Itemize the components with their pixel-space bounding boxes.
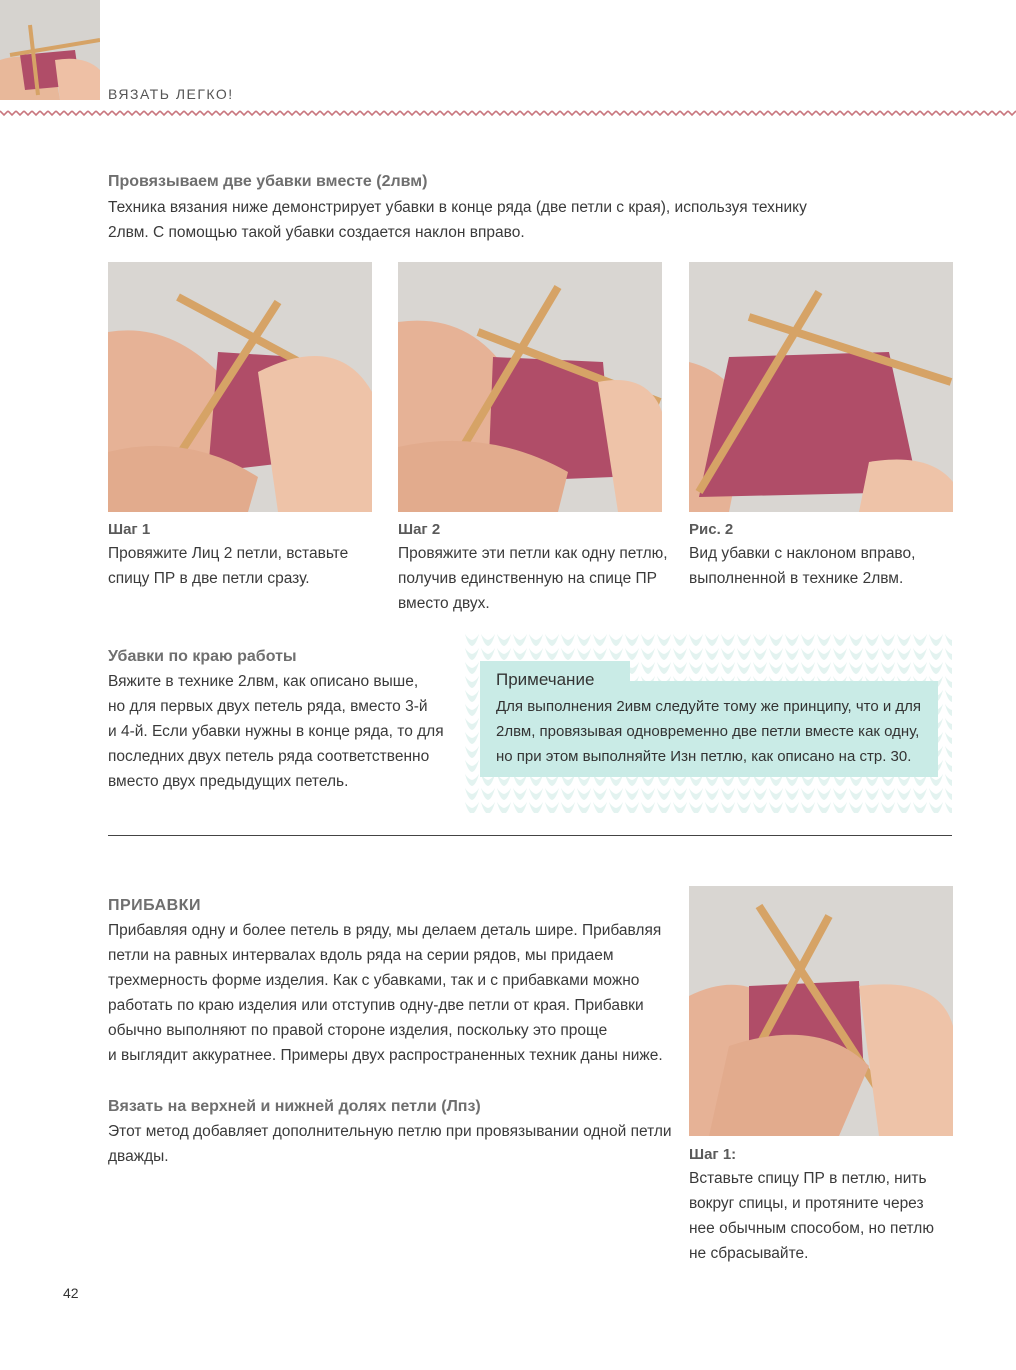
increases-line: трехмерность форме изделия. Как с убавками, так и с прибавками можно xyxy=(108,972,640,989)
caption-line: вокруг спицы, и протяните через xyxy=(689,1195,924,1212)
note-title: Примечание xyxy=(496,670,595,689)
increases-line: обычно выполняют по правой стороне изделия, поскольку это проще xyxy=(108,1022,608,1039)
caption-step-1 xyxy=(108,521,348,591)
photo-kfb-step-1 xyxy=(689,886,953,1136)
section-title-2lvm: Провязываем две убавки вместе (2лвм) xyxy=(108,173,428,190)
caption-line: выполненной в технике 2лвм. xyxy=(689,570,904,587)
increases-line: петли на равных интервалах вдоль ряда на серии рядов, мы придаем xyxy=(108,947,614,964)
caption-kfb-step-1 xyxy=(689,1146,934,1266)
section-title-kfb: Вязать на верхней и нижней долях петли (Лпз) xyxy=(108,1098,481,1115)
caption-line: Провяжите Лиц 2 петли, вставьте xyxy=(108,545,349,562)
caption-line: не сбрасывайте. xyxy=(689,1245,809,1262)
edge-line: и 4-й. Если убавки нужны в конце ряда, то для xyxy=(108,723,444,740)
edge-line: вместо двух предыдущих петель. xyxy=(108,773,349,790)
photo-step-2 xyxy=(398,262,662,512)
caption-line: получив единственную на спице ПР xyxy=(398,570,658,587)
zigzag-divider xyxy=(0,108,1016,118)
section-title-increases: ПРИБАВКИ xyxy=(108,897,201,914)
kfb-line: Этот метод добавляет дополнительную петлю при провязывании одной петли xyxy=(108,1123,672,1140)
note-line: 2лвм, провязывая одновременно две петли вместе как одну, xyxy=(496,723,920,740)
caption-fig-2 xyxy=(689,521,915,591)
caption-line: спицу ПР в две петли сразу. xyxy=(108,570,310,587)
corner-thumbnail-photo xyxy=(0,0,100,100)
caption-title: Шаг 1 xyxy=(108,521,151,538)
caption-title: Шаг 1: xyxy=(689,1146,737,1163)
caption-line: Вид убавки с наклоном вправо, xyxy=(689,545,916,562)
note-text xyxy=(496,694,921,769)
increases-text xyxy=(108,918,663,1068)
photo-step-1 xyxy=(108,262,372,512)
kfb-text xyxy=(108,1119,672,1169)
photo-fig-2 xyxy=(689,262,953,512)
edge-line: но для первых двух петель ряда, вместо 3-й xyxy=(108,698,428,715)
increases-line: и выглядит аккуратнее. Примеры двух распространенных техник даны ниже. xyxy=(108,1047,663,1064)
caption-line: нее обычным способом, но петлю xyxy=(689,1220,934,1237)
section-intro xyxy=(108,195,807,245)
increases-line: Прибавляя одну и более петель в ряду, мы делаем деталь шире. Прибавляя xyxy=(108,922,662,939)
section-divider xyxy=(108,835,952,836)
note-line: но при этом выполняйте Изн петлю, как описано на стр. 30. xyxy=(496,748,912,765)
caption-line: Провяжите эти петли как одну петлю, xyxy=(398,545,668,562)
edge-text xyxy=(108,669,444,794)
caption-title: Шаг 2 xyxy=(398,521,441,538)
edge-line: Вяжите в технике 2лвм, как описано выше, xyxy=(108,673,419,690)
page-number: 42 xyxy=(63,1285,79,1301)
increases-line: работать по краю изделия или отступив одну-две петли от края. Прибавки xyxy=(108,997,644,1014)
note-line: Для выполнения 2ивм следуйте тому же принципу, что и для xyxy=(496,698,922,715)
caption-line: вместо двух. xyxy=(398,595,490,612)
caption-step-2 xyxy=(398,521,668,616)
kfb-line: дважды. xyxy=(108,1148,169,1165)
caption-line: Вставьте спицу ПР в петлю, нить xyxy=(689,1170,927,1187)
edge-line: последних двух петель ряда соответственно xyxy=(108,748,430,765)
intro-line: 2лвм. С помощью такой убавки создается наклон вправо. xyxy=(108,224,525,241)
running-head: ВЯЗАТЬ ЛЕГКО! xyxy=(108,86,234,102)
intro-line: Техника вязания ниже демонстрирует убавки в конце ряда (две петли с края), используя технику xyxy=(108,199,807,216)
section-title-edge: Убавки по краю работы xyxy=(108,648,297,665)
caption-title: Рис. 2 xyxy=(689,521,734,538)
